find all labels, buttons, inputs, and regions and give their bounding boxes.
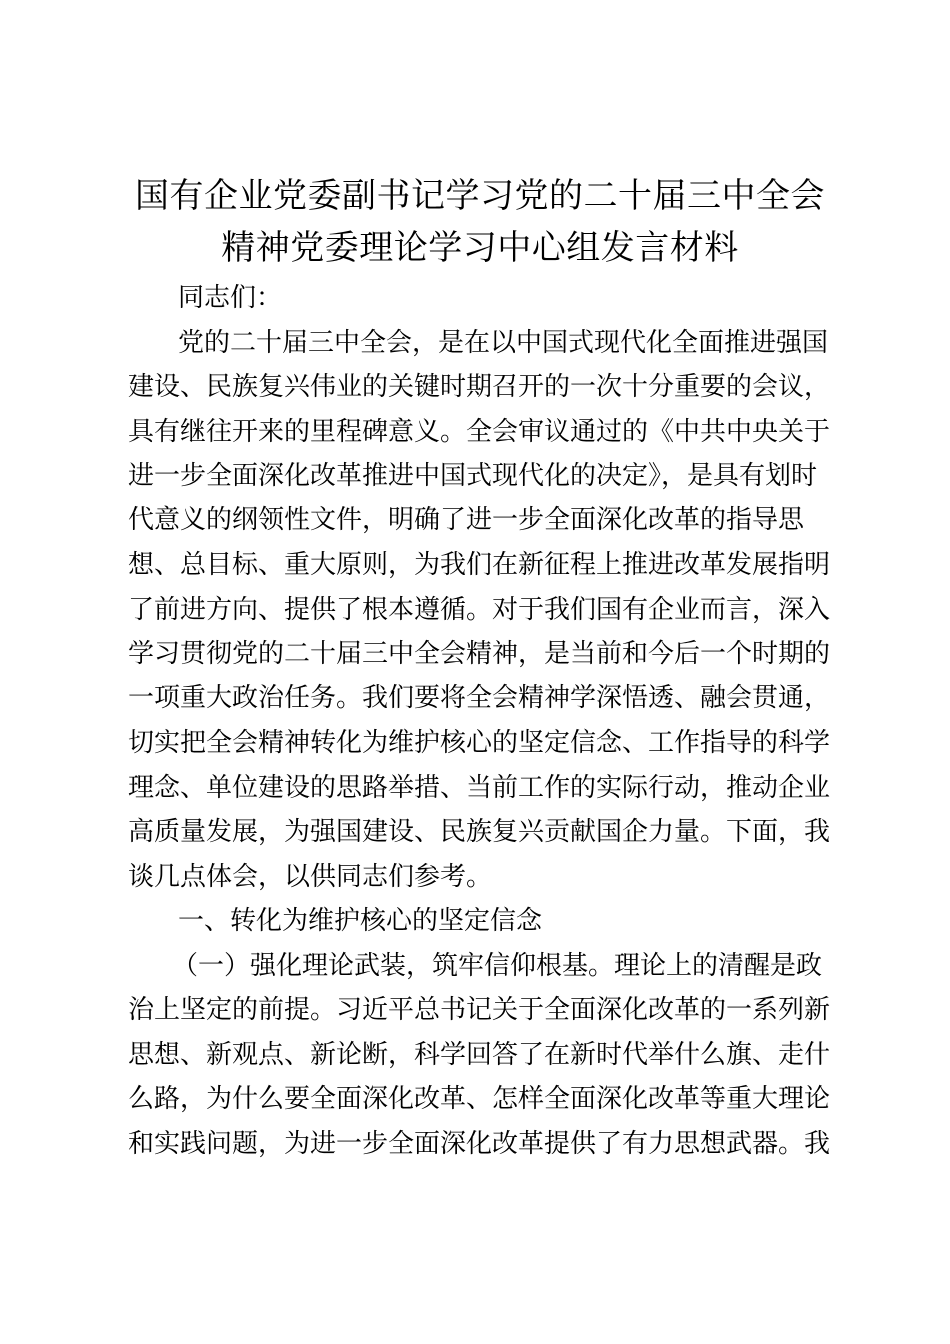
paragraph-line: 谈几点体会，以供同志们参考。 xyxy=(128,862,493,892)
paragraph-line: 么路，为什么要全面深化改革、怎样全面深化改革等重大理论 xyxy=(128,1084,831,1114)
paragraph-line: 代意义的纲领性文件，明确了进一步全面深化改革的指导思 xyxy=(128,505,805,535)
document-title-line-1: 国有企业党委副书记学习党的二十届三中全会 xyxy=(135,176,825,216)
salutation: 同志们： xyxy=(178,283,283,313)
section-heading: 一、转化为维护核心的坚定信念 xyxy=(178,906,543,936)
paragraph-line: 具有继往开来的里程碑意义。全会审议通过的《中共中央关于 xyxy=(128,417,831,447)
document-title-line-2: 精神党委理论学习中心组发言材料 xyxy=(221,228,739,268)
paragraph-line: 学习贯彻党的二十届三中全会精神，是当前和今后一个时期的 xyxy=(128,639,831,669)
paragraph-line: 治上坚定的前提。习近平总书记关于全面深化改革的一系列新 xyxy=(128,995,831,1025)
paragraph-line: 思想、新观点、新论断，科学回答了在新时代举什么旗、走什 xyxy=(128,1040,831,1070)
paragraph-line: 进一步全面深化改革推进中国式现代化的决定》，是具有划时 xyxy=(128,461,818,491)
paragraph-line: 建设、民族复兴伟业的关键时期召开的一次十分重要的会议， xyxy=(128,372,831,402)
paragraph-line: 切实把全会精神转化为维护核心的坚定信念、工作指导的科学 xyxy=(128,728,831,758)
paragraph-line: 高质量发展，为强国建设、民族复兴贡献国企力量。下面，我 xyxy=(128,817,831,847)
paragraph-line: 想、总目标、重大原则，为我们在新征程上推进改革发展指明 xyxy=(128,550,831,580)
paragraph-line: 党的二十届三中全会，是在以中国式现代化全面推进强国 xyxy=(178,328,829,358)
paragraph-line: 一项重大政治任务。我们要将全会精神学深悟透、融会贯通， xyxy=(128,683,831,713)
paragraph-line: 了前进方向、提供了根本遵循。对于我们国有企业而言，深入 xyxy=(128,595,831,625)
paragraph-line: 和实践问题，为进一步全面深化改革提供了有力思想武器。我 xyxy=(128,1129,831,1159)
paragraph-line: （一）强化理论武装，筑牢信仰根基。理论上的清醒是政 xyxy=(172,951,823,981)
paragraph-line: 理念、单位建设的思路举措、当前工作的实际行动，推动企业 xyxy=(128,773,831,803)
